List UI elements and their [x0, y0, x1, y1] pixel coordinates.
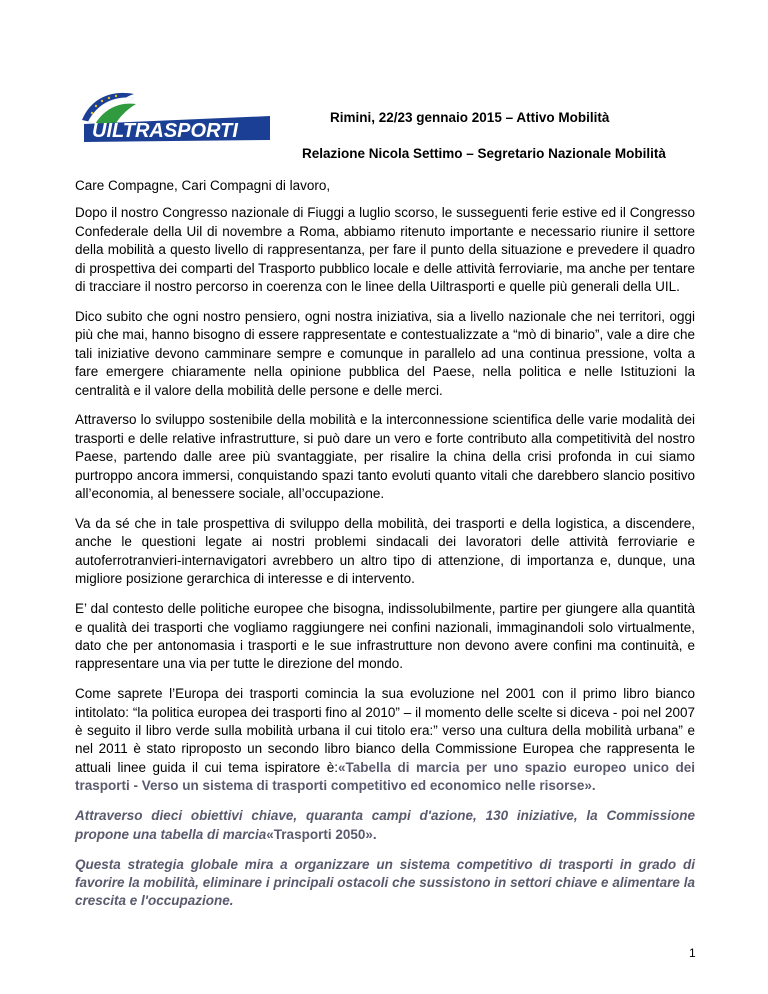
paragraph-6-quote: «Tabella di marcia per uno spazio europeo unico dei trasporti - Verso un sistema di trasporti competitivo ed economico nelle risorse». — [75, 759, 695, 794]
header-line-2: Relazione Nicola Settimo – Segretario Nazionale Mobilità — [302, 146, 666, 161]
paragraph-6 — [75, 685, 695, 795]
logo-text: UILTRASPORTI — [92, 120, 238, 142]
paragraph-1: Dopo il nostro Congresso nazionale di Fiuggi a luglio scorso, le susseguenti ferie estive ed il Congresso Confederale della Uil di novembre a Roma, abbiamo ritenuto importante e necessario riunire il settore della mobilità a questo livello di rappresentanza, per fare il punto della situazione e prevedere il quadro di prospettiva dei comparti del Trasporto pubblico locale e delle attività ferroviarie, ma anche per tentare di tracciare il nostro percorso in coerenza con le linee della Uiltrasporti e quelle più generali della UIL. — [75, 205, 695, 295]
salutation: Care Compagne, Cari Compagni di lavoro, — [75, 178, 331, 193]
paragraph-3: Attraverso lo sviluppo sostenibile della mobilità e la interconnessione scientifica delle varie modalità dei trasporti e delle relative infrastrutture, si può dare un vero e forte contributo alla competitività del nostro Paese, partendo dalle aree più svantaggiate, per risalire la china della crisi profonda in cui siamo purtroppo ancora immersi, conquistando spazi tanto evoluti quanto vitali che darebbero slancio positivo all’economia, al benessere sociale, all’occupazione. — [75, 412, 695, 502]
page-number: 1 — [689, 946, 696, 960]
paragraph-2: Dico subito che ogni nostro pensiero, ogni nostra iniziativa, sia a livello nazionale che nei territori, oggi più che mai, hanno bisogno di essere rappresentate e contestualizzate a “mò di binario”, vale a dire che tali iniziative devono camminare sempre e comunque in parallelo ad una continua pressione, volta a fare emergere chiaramente nella opinione pubblica del Paese, nella politica e nelle Istituzioni la centralità e il valore della mobilità delle persone e delle merci. — [75, 308, 695, 398]
paragraph-7-quote: «Trasporti 2050». — [266, 826, 377, 842]
paragraph-4: Va da sé che in tale prospettiva di sviluppo della mobilità, dei trasporti e della logistica, a discendere, anche le questioni legate ai nostri problemi sindacali dei lavoratori delle attività ferroviarie e autoferrotranvieri-internavigatori avrebbero un altro tipo di attenzione, di importanza e, dunque, una migliore posizione gerarchica di interesse e di intervento. — [75, 516, 695, 587]
paragraph-7 — [75, 807, 695, 844]
paragraph-7-text: Attraverso dieci obiettivi chiave, quaranta campi d'azione, 130 iniziative, la Commissione propone una tabella di marcia — [75, 808, 695, 842]
paragraph-6-text: Come saprete l’Europa dei trasporti comincia la sua evoluzione nel 2001 con il primo libro bianco intitolato: “la politica europea dei trasporti fino al 2010” – il momento delle scelte si diceva - poi nel 2007 è seguito il libro verde sulla mobilità urbana il cui titolo era:” verso una cultura della mobilità urbana” e nel 2011 è stato riproposto un secondo libro bianco della Commissione Europea che rappresenta le attuali linee guida il cui tema ispiratore è: — [75, 686, 695, 775]
uiltrasporti-logo — [78, 86, 273, 144]
header-line-1: Rimini, 22/23 gennaio 2015 – Attivo Mobilità — [330, 110, 610, 125]
document-body — [75, 177, 695, 922]
paragraph-5: E’ dal contesto delle politiche europee che bisogna, indissolubilmente, partire per giungere alla quantità e qualità dei trasporti che vogliamo raggiungere nei confini nazionali, immaginandoli solo virtualmente, dato che per antonomasia i trasporti e le sue infrastrutture non devono avere confini ma continuità, e rappresentare una via per tutte le direzione del mondo. — [75, 601, 695, 672]
paragraph-8: Questa strategia globale mira a organizzare un sistema competitivo di trasporti in grado di favorire la mobilità, eliminare i principali ostacoli che sussistono in settori chiave e alimentare la crescita e l'occupazione. — [75, 856, 695, 909]
